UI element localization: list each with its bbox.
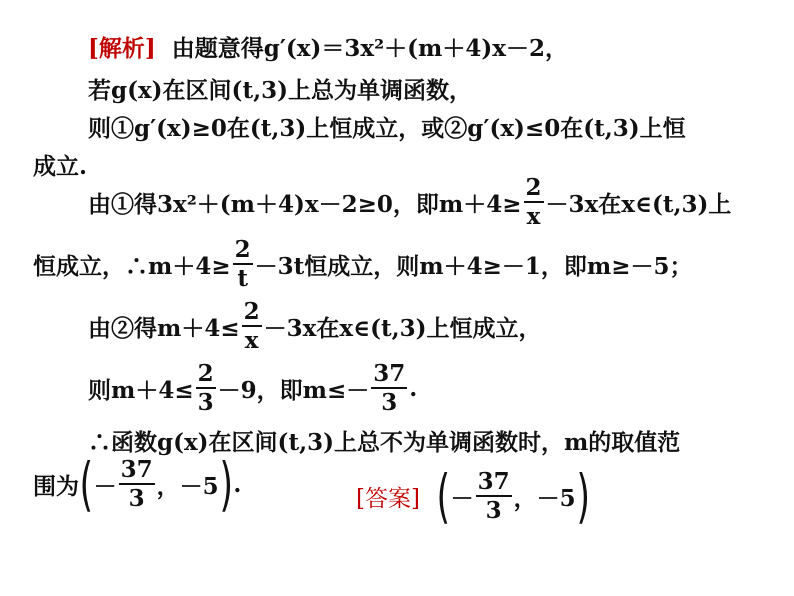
- answer-block: [356, 462, 590, 530]
- line-1: [88, 30, 568, 63]
- line-9-text: ∴函数g(x)在区间(t,3)上总不为单调函数时，m的取值范: [88, 429, 681, 456]
- line-1-text: 由题意得g′(x)＝3x²＋(m＋4)x－2，: [171, 35, 568, 62]
- line-3: [88, 110, 686, 143]
- fraction-denominator: 3: [128, 485, 145, 513]
- fraction-denominator: 3: [485, 497, 502, 525]
- fraction-numerator: 2: [525, 174, 542, 201]
- line-8-pre: 则m＋4≤: [88, 376, 194, 404]
- line-8: [88, 362, 417, 414]
- line-7: [88, 300, 542, 352]
- interval-end: ，－5: [156, 472, 219, 500]
- line-4: [33, 148, 87, 181]
- interval-minus: －: [93, 472, 117, 500]
- fraction-denominator: t: [237, 265, 248, 292]
- fraction-2-over-x: [524, 176, 544, 228]
- answer-tag: [答案]: [356, 485, 420, 512]
- line-7-post: －3x在x∈(t,3)上恒成立，: [263, 314, 542, 342]
- line-4-text: 成立.: [33, 153, 88, 180]
- fraction-2-over-t: [233, 238, 253, 290]
- line-3-text: 则①g′(x)≥0在(t,3)上恒成立，或②g′(x)≤0在(t,3)上恒: [88, 115, 686, 142]
- fraction-2-over-3: [196, 362, 216, 414]
- line-8-mid: －9，即m≤－: [217, 376, 370, 404]
- fraction-denominator: x: [526, 203, 541, 230]
- answer-end: ，－5: [513, 484, 576, 512]
- line-9: [88, 424, 680, 457]
- fraction-denominator: 3: [381, 389, 398, 416]
- fraction-numerator: 2: [234, 236, 251, 263]
- line-7-pre: 由②得m＋4≤: [88, 314, 240, 342]
- left-paren: (: [79, 450, 94, 518]
- analysis-tag: [解析]: [88, 35, 156, 62]
- fraction-denominator: x: [244, 327, 259, 354]
- line-10-pre: 围为: [33, 472, 79, 500]
- line-6: [33, 238, 693, 290]
- fraction-37-over-3: [119, 456, 155, 513]
- fraction-numerator: 37: [373, 360, 406, 387]
- fraction-denominator: 3: [197, 389, 214, 416]
- line-10: [33, 450, 242, 518]
- fraction-numerator: 2: [243, 298, 260, 325]
- fraction-37-over-3: [371, 362, 407, 414]
- fraction-numerator: 2: [197, 360, 214, 387]
- line-5-pre: 由①得3x²＋(m＋4)x－2≥0，即m＋4≥: [88, 190, 522, 218]
- fraction-numerator: 37: [477, 468, 510, 496]
- line-5: [88, 176, 731, 228]
- answer-left-paren: (: [436, 462, 451, 530]
- line-6-pre: 恒成立，∴m＋4≥: [33, 252, 231, 280]
- line-2: [88, 72, 472, 105]
- fraction-2-over-x: [242, 300, 262, 352]
- line-5-post: －3x在x∈(t,3)上: [545, 190, 732, 218]
- answer-right-paren: ): [576, 462, 590, 530]
- line-2-text: 若g(x)在区间(t,3)上总为单调函数，: [88, 77, 472, 104]
- line-8-post: .: [409, 374, 418, 402]
- right-paren: ): [219, 450, 233, 518]
- line-10-post: .: [233, 470, 242, 498]
- answer-fraction-37-over-3: [476, 468, 512, 525]
- fraction-numerator: 37: [120, 456, 153, 484]
- line-6-post: －3t恒成立，则m＋4≥－1，即m≥－5；: [254, 252, 693, 280]
- answer-minus: －: [450, 484, 474, 512]
